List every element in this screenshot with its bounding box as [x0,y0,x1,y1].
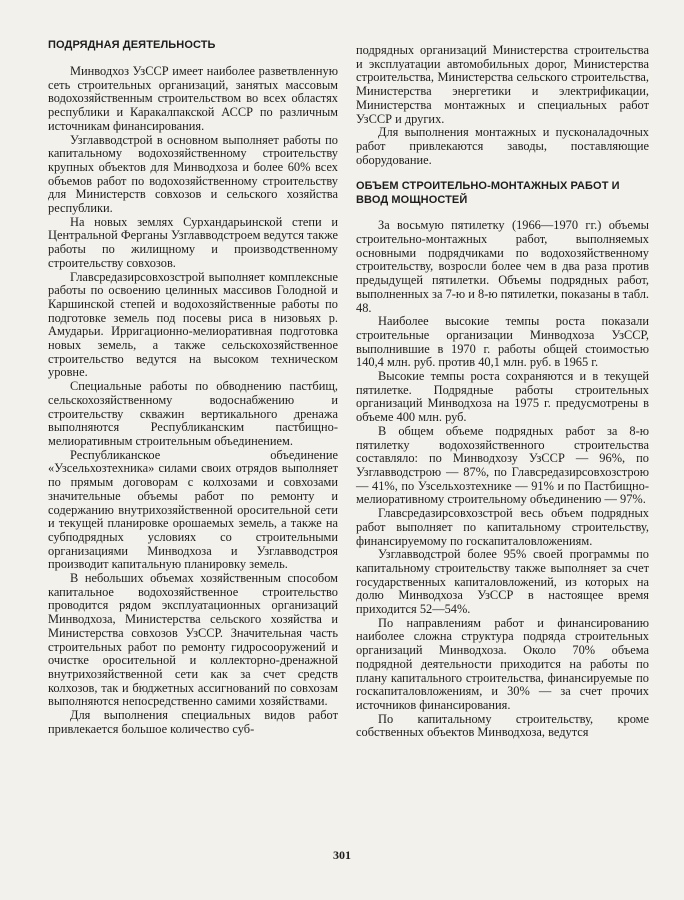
paragraph: На новых землях Сурхандарьинской степи и Центральной Ферганы Узглавводстроем ведутся также работы по жилищному и производственному строительству совхозов. [48,214,338,270]
paragraph: Высокие темпы роста сохраняются и в текущей пятилетке. Подрядные работы строительных организаций Минводхоза на 1975 г. предусмотрены в объеме 400 млн. руб. [356,369,649,425]
paragraph: Узглавводстрой более 95% своей программы по капитальному строительству также выполняет за счет государственных капиталовложений, из которых на долю Минводхоза УзССР в настоящее время приходится 52—54%. [356,547,649,617]
paragraph-continued: подрядных организаций Министерства строительства и эксплуатации автомобильных дорог, Министерства строительства, Министерства сельского строительства, Министерства энергетики и электрификации, Министерства монтажных и специальных работ УзССР и других. [356,43,649,126]
paragraph: Для выполнения специальных видов работ привлекается большое количество суб- [48,708,338,736]
paragraph: За восьмую пятилетку (1966—1970 гг.) объемы строительно-монтажных работ, выполняемых основными подрядчиками по водохозяйственному строительству, возросли более чем в два раза против предыдущей пятилетки. Объемы подрядных работ, выполненных за 7-ю и 8-ю пятилетки, показаны в табл. 48. [356,218,649,315]
section-heading-construction-volume: ОБЪЕМ СТРОИТЕЛЬНО-МОНТАЖНЫХ РАБОТ И ВВОД МОЩНОСТЕЙ [356,180,620,207]
page-number: 301 [333,848,351,862]
paragraph: В небольших объемах хозяйственным способом капитальное водохозяйственное строительство проводится рядом эксплуатационных организаций Минводхоза, Министерства сельского хозяйства и Министерства совхозов УзССР. Значительная часть строительных работ по ремонту гидросооружений и очистке оросительной и коллекторно-дренажной внутрихозяйственной сети как за счет средств колхозов, так и бюджетных ассигнований по совхозам выполняются непосредственно самими хозяйствами. [48,571,338,709]
paragraph: Специальные работы по обводнению пастбищ, сельскохозяйственному водоснабжению и строительству скважин вертикального дренажа выполняются Республиканским пастбищно-мелиоративным строительным объединением. [48,379,338,448]
paragraph: Минводхоз УзССР имеет наиболее разветвленную сеть строительных организаций, занятых массовым водохозяйственным строительством во всех областях республики и Каракалпакской АССР по различным источникам финансирования. [48,64,338,133]
paragraph: Главсредазирсовхозстрой весь объем подрядных работ выполняет по капитальному строительству, финансируемому по госкапиталовложениям. [356,506,649,548]
paragraph: Главсредазирсовхозстрой выполняет комплексные работы по освоению целинных массивов Голодной и Каршинской степей и водохозяйственные работы по подготовке земель под посевы риса в низовьях р. Амударьи. Ирригационно-мелиоративная подготовка новых земель, а также сельскохозяйственное строительство ведутся на высоком техническом уровне. [48,269,338,380]
section-heading-contract-activity: ПОДРЯДНАЯ ДЕЯТЕЛЬНОСТЬ [48,39,216,51]
left-column [48,38,338,736]
paragraph: Республиканское объединение «Узсельхозтехника» силами своих отрядов выполняет по прямым договорам с колхозами и совхозами значительные объемы работ по ремонту и содержанию внутрихозяйственной оросительной сети и текущей планировке орошаемых земель, а также на субподрядных условиях со строительными организациями Минводхоза и Узглавводстроя производит капитальную планировку земель. [48,447,338,572]
paragraph: По капитальному строительству, кроме собственных объектов Минводхоза, ведутся [356,711,649,740]
paragraph: Наиболее высокие темпы роста показали строительные организации Минводхоза УзССР, выполнившие в 1970 г. работы общей стоимостью 140,4 млн. руб. против 40,1 млн. руб. в 1965 г. [356,314,649,370]
paragraph: В общем объеме подрядных работ за 8-ю пятилетку водохозяйственного строительства составляло: по Минводхозу УзССР — 96%, по Узглавводстрою — 87%, по Главсредазирсовхозстрою — 41%, по Узсельхозтехнике — 91% и по Пастбищно-мелиоративному строительному объединению — 97%. [356,423,649,507]
paragraph: По направлениям работ и финансированию наиболее сложна структура подряда строительных организаций Минводхоза. Около 70% объема подрядной деятельности приходится на работы по плану капитального строительства, финансируемые по госкапиталовложениям, и 30% — за счет прочих источников финансирования. [356,615,649,712]
right-column [356,44,649,740]
paragraph: Для выполнения монтажных и пусконаладочных работ привлекаются заводы, поставляющие оборудование. [356,125,649,167]
paragraph: Узглавводстрой в основном выполняет работы по капитальному водохозяйственному строительству крупных объектов для Минводхоза и более 60% всех объемов работ по водохозяйственному строительству для Министерств совхозов и сельского хозяйства республики. [48,132,338,216]
